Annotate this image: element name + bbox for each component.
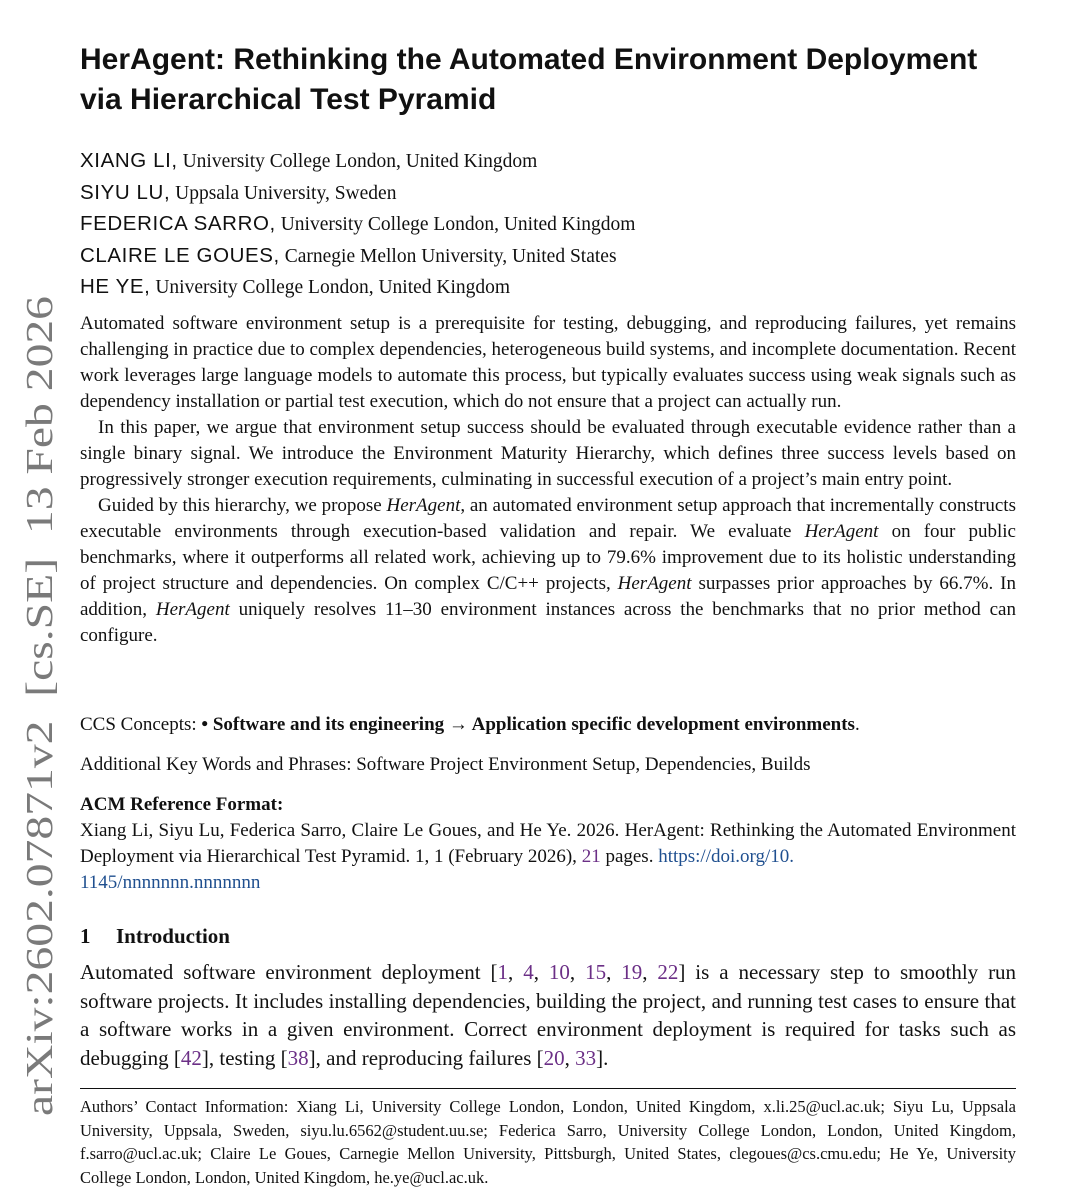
intro-text: ].: [596, 1045, 609, 1070]
page-count-link[interactable]: 21: [581, 846, 601, 867]
citation-link[interactable]: 10: [548, 960, 570, 984]
ccs-bullet: •: [201, 714, 213, 735]
author-name: CLAIRE LE GOUES,: [80, 243, 280, 267]
author-name: FEDERICA SARRO,: [80, 212, 276, 235]
author-entry: [80, 178, 1016, 210]
arxiv-identifier-text: arXiv:2602.07871v2 [cs.SE] 13 Feb 2026: [19, 461, 61, 1116]
citation-link[interactable]: 42: [180, 1045, 202, 1070]
abstract-text: , an automated environment setup approach that incrementally constructs executable environments through execution-based validation and repair. We evaluate: [80, 495, 1016, 542]
author-entry: [80, 209, 1016, 241]
system-name: HerAgent: [617, 573, 692, 594]
author-affiliation: Carnegie Mellon University, United States: [284, 245, 617, 267]
author-affiliation: University College London, United Kingdom: [182, 151, 538, 172]
citation-link[interactable]: 1: [497, 960, 509, 984]
arxiv-identifier-sidebar: [18, 290, 66, 1120]
acm-reference-pages-suffix: pages.: [600, 846, 659, 867]
intro-paragraph: Automated software environment deployment [1, 4, 10, 15, 19, 22] is a necessary step to smoothly run software projects. It includes installing dependencies, building the project, and running test cases to ensure that a software works in a given environment. Correct environment deployment is required for tasks such as debugging [42], testing [38], and reproducing failures [20, 33].: [80, 960, 1017, 1070]
ccs-concepts: [80, 712, 1016, 738]
abstract-paragraph-2: In this paper, we argue that environment setup success should be evaluated through executable evidence rather than a single binary signal. We introduce the Environment Maturity Hierarchy, which defines three success levels based on progressively stronger execution requirements, culminating in successful execution of a project’s main entry point.: [80, 417, 1016, 490]
section-title: Introduction: [116, 924, 230, 948]
acm-reference-body: [80, 818, 1016, 896]
author-name: XIANG LI,: [80, 149, 178, 172]
abstract-text: uniquely resolves 11–30 environment instances across the benchmarks that no prior method can configure.: [80, 599, 1016, 646]
acm-reference-heading: ACM Reference Format:: [80, 794, 284, 815]
author-affiliation: Uppsala University, Sweden: [175, 182, 397, 204]
citation-link[interactable]: 20: [543, 1045, 565, 1070]
citation-link[interactable]: 38: [287, 1045, 309, 1070]
author-list: [80, 146, 1016, 304]
keywords-text: Software Project Environment Setup, Dependencies, Builds: [356, 754, 811, 775]
author-name: SIYU LU,: [80, 180, 171, 204]
ccs-end: .: [854, 714, 860, 735]
intro-text: ], and reproducing failures [: [308, 1045, 544, 1070]
doi-link[interactable]: https://doi.org/10.: [658, 846, 795, 867]
abstract-text: Guided by this hierarchy, we propose: [98, 495, 387, 516]
abstract-paragraph-3: [80, 493, 1016, 649]
abstract-paragraph-1: Automated software environment setup is a prerequisite for testing, debugging, and reproducing failures, yet remains challenging in practice due to complex dependencies, heterogeneous build systems, and incomplete documentation. Recent work leverages large language models to automate this process, but typically evaluates success using weak signals such as dependency installation or partial test execution, which do not ensure that a project can actually run.: [80, 313, 1016, 412]
ccs-label: CCS Concepts:: [80, 714, 202, 735]
author-contact-footnote: Authors’ Contact Information: Xiang Li, University College London, London, United Kingdom, x.li.25@ucl.ac.uk; Siyu Lu, Uppsala University, Uppsala, Sweden, siyu.lu.6562@student.uu.se; Federica Sarro, University College London, London, United Kingdom, f.sarro@ucl.ac.uk; Claire Le Goues, Carnegie Mellon University, Pittsburgh, United States, clegoues@cs.cmu.edu; He Ye, University College London, London, United Kingdom, he.ye@ucl.ac.uk.: [80, 1097, 1016, 1187]
acm-reference-text: Xiang Li, Siyu Lu, Federica Sarro, Claire Le Goues, and He Ye. 2026. HerAgent: Rethinking the Automated Environment Deployment via Hierarchical Test Pyramid. 1, 1 (February 2026),: [80, 820, 1016, 867]
abstract-text: surpasses prior approaches by 66.7%. In addition,: [80, 573, 1016, 620]
intro-text: ], testing [: [201, 1045, 288, 1070]
section-number: 1: [80, 924, 91, 948]
citation-separator: ,: [564, 1045, 576, 1070]
citation-link[interactable]: 4: [523, 960, 534, 984]
doi-link[interactable]: 1145/nnnnnnn.nnnnnnn: [80, 872, 261, 893]
citation-link[interactable]: 19: [621, 960, 643, 984]
footnote-divider: [80, 1088, 1016, 1089]
citation-link[interactable]: 22: [657, 960, 679, 984]
intro-text: Automated software environment deployment [: [80, 960, 498, 984]
system-name: HerAgent: [155, 599, 230, 620]
intro-text: ] is a necessary step to smoothly run software projects. It includes installing dependencies, building the project, and running test cases to ensure that a software works in a given environment. Correct environment deployment is required for tasks such as debugging [: [80, 960, 1017, 1070]
paper-title: HerAgent: Rethinking the Automated Environment Deployment via Hierarchical Test Pyramid: [80, 43, 978, 116]
ccs-concept: Software and its engineering → Application specific development environments: [212, 714, 855, 735]
author-name: HE YE,: [80, 275, 151, 298]
citation-link[interactable]: 33: [575, 1045, 597, 1070]
author-entry: [80, 146, 1016, 178]
abstract-text: on four public benchmarks, where it outperforms all related work, achieving up to 79.6% improvement due to its holistic understanding of project structure and dependencies. On complex C/C++ projects,: [80, 521, 1016, 594]
citation-link[interactable]: 15: [585, 960, 607, 984]
author-entry: [80, 272, 1016, 304]
abstract: [80, 311, 1016, 649]
section-heading: [80, 922, 230, 950]
author-entry: [80, 241, 1016, 273]
system-name: HerAgent: [804, 521, 879, 542]
system-name: HerAgent: [386, 495, 461, 516]
keywords: [80, 752, 1016, 778]
keywords-label: Additional Key Words and Phrases:: [80, 754, 357, 775]
author-affiliation: University College London, United Kingdom: [280, 214, 636, 235]
acm-reference: [80, 792, 1016, 896]
author-affiliation: University College London, United Kingdom: [155, 277, 511, 298]
